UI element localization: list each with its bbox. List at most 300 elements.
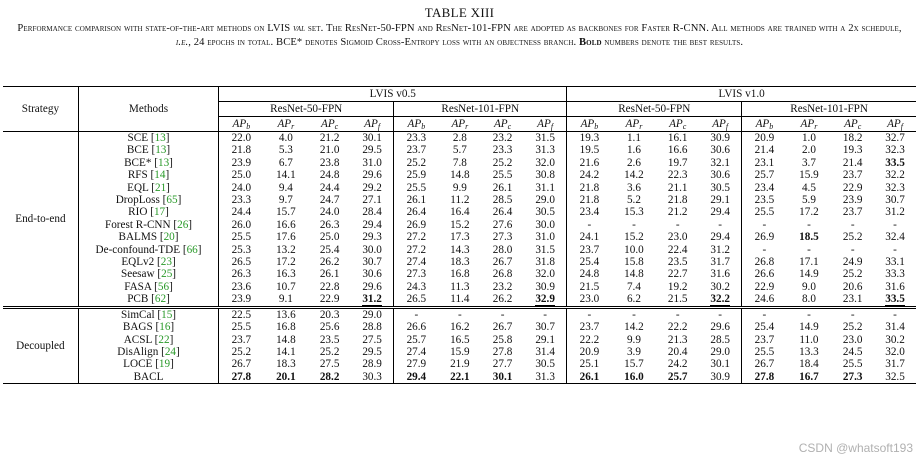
value-cell: - [893,243,897,256]
value-cell: - [742,244,787,256]
value-cell: 18.4 [799,358,819,371]
method-name: EQLv2 [23] [78,256,218,268]
table-row [3,281,916,293]
table-row [3,231,916,243]
value-cell: 27.8 [219,371,264,384]
value-cell: - [874,307,916,321]
value-cell: 5.3 [278,144,293,157]
value-cell: 23.5 [667,256,688,269]
value-cell: 25.5 [742,346,787,358]
value-cell: 21.5 [567,281,612,293]
value-cell: 28.9 [362,358,382,371]
value-cell: 14.3 [450,243,470,256]
value-cell: 29.6 [710,321,730,334]
results-table [3,86,916,384]
caption-part3: , 24 epochs in total. BCE* denotes Sigmoid Cross-Entropy loss with an objectness branch. [188,37,579,48]
value-cell: 23.7 [567,321,612,333]
metric-header-ap-c: $AP_c$ [656,117,699,132]
value-cell: 22.8 [319,280,340,293]
value-cell: 31.4 [535,345,555,358]
value-cell: - [807,218,811,231]
value-cell: 27.5 [319,358,340,371]
value-cell: 26.2 [319,256,340,269]
value-cell: 7.8 [452,156,467,169]
citation-link[interactable]: 20 [163,231,175,244]
value-cell: 16.8 [276,321,296,334]
value-cell: 14.1 [276,345,296,358]
value-cell: 32.2 [885,169,905,182]
value-cell: 33.5 [885,293,905,306]
value-cell: - [438,307,481,321]
value-cell: 29.6 [362,280,382,293]
value-cell: 25.7 [656,371,699,384]
value-cell: 14.2 [624,169,644,182]
value-cell: 16.3 [276,268,296,281]
citation-link[interactable]: 13 [154,132,166,144]
citation-link[interactable]: 62 [154,293,167,306]
metric-header-ap-r: $AP_r$ [612,117,657,132]
value-cell: 23.2 [492,132,513,144]
value-cell: 17.6 [276,231,296,244]
value-cell: 26.9 [742,231,787,243]
value-cell: 24.2 [667,358,688,371]
value-cell: 31.5 [535,132,555,144]
caption-ie: i.e. [175,37,189,48]
value-cell: 15.7 [624,358,644,371]
value-cell: - [567,307,612,321]
table-row [3,144,916,156]
header-lvis-v05: LVIS v0.5 [219,87,567,102]
method-name: SimCal [15] [78,307,218,321]
value-cell: 19.2 [667,280,688,293]
value-cell: 28.0 [492,243,513,256]
value-cell: 29.0 [535,194,555,207]
value-cell: 23.0 [567,293,612,307]
value-cell: 25.5 [394,182,439,194]
value-cell: - [567,219,612,231]
value-cell: 5.2 [626,194,641,207]
value-cell: 31.7 [710,256,730,269]
value-cell: 30.5 [535,206,555,219]
value-cell: 25.3 [219,244,264,256]
metric-header-ap-b: $AP_b$ [219,117,264,132]
value-cell: - [718,218,723,231]
table-row [3,169,916,181]
citation-link[interactable]: 66 [186,243,198,256]
metric-header-ap-f: $AP_f$ [524,117,567,132]
value-cell: 30.2 [710,280,730,293]
value-cell: 15.3 [624,206,644,219]
value-cell: 23.8 [319,156,340,169]
value-cell: 25.5 [742,206,787,218]
value-cell: 21.0 [319,144,340,157]
value-cell: 28.8 [362,321,382,334]
value-cell: 26.8 [492,268,513,281]
value-cell: 18.3 [450,256,470,269]
value-cell: 23.5 [319,333,340,346]
value-cell: 31.4 [885,321,905,334]
table-row [3,194,916,206]
value-cell: 5.9 [801,194,816,207]
value-cell: 23.0 [667,231,688,244]
value-cell: 23.7 [567,244,612,256]
value-cell: 26.7 [492,256,513,269]
value-cell: 7.4 [626,280,641,293]
table-row [3,132,916,145]
value-cell: 32.0 [885,345,905,358]
value-cell: 22.4 [667,243,688,256]
citation-link[interactable]: 23 [160,256,172,269]
value-cell: 14.8 [276,333,296,346]
value-cell: 31.8 [535,256,555,269]
table-row [3,321,916,333]
citation-link[interactable]: 24 [164,345,177,358]
value-cell: - [831,307,874,321]
caption-part2: set. The ResNet-50-FPN and ResNet-101-FPN are adopted as backbones for Faster R-CNN. All methods are trained with a 2x schedule, [305,23,902,34]
value-cell: 22.2 [667,321,688,334]
value-cell: 30.3 [351,371,394,384]
value-cell: 16.1 [667,132,688,144]
value-cell: 27.2 [394,231,439,243]
value-cell: 23.9 [842,194,863,207]
value-cell: 23.4 [567,206,612,218]
value-cell: 26.3 [319,218,340,231]
value-cell: 29.4 [710,206,730,219]
value-cell: 29.5 [362,345,382,358]
value-cell: 21.2 [667,206,688,219]
value-cell: 31.3 [535,144,555,157]
metric-header-ap-b: $AP_b$ [742,117,787,132]
value-cell: 15.9 [799,169,819,182]
value-cell: 17.3 [450,231,470,244]
value-cell: 27.9 [394,358,439,370]
citation-link[interactable]: 13 [155,144,167,157]
method-name: De-confound-TDE [66] [78,244,218,256]
value-cell: - [850,218,855,231]
value-cell: 9.7 [278,194,293,207]
metric-header-ap-r: $AP_r$ [438,117,481,132]
citation-link[interactable]: 22 [158,333,170,346]
value-cell: 10.0 [624,243,644,256]
value-cell: 23.0 [842,333,863,346]
value-cell: 21.8 [219,144,264,156]
value-cell: 1.6 [626,144,641,157]
table-row [3,244,916,256]
value-cell: 28.5 [710,333,730,346]
value-cell: 20.9 [742,132,787,145]
value-cell: - [632,218,636,231]
value-cell: 29.1 [710,194,730,207]
value-cell: 32.7 [885,132,905,144]
value-cell: 25.4 [742,321,787,333]
value-cell: 14.1 [276,169,296,182]
header-r101-v10: ResNet-101-FPN [742,102,916,117]
value-cell: 16.6 [667,144,688,157]
value-cell: 20.4 [667,345,688,358]
method-name: LOCE [19] [78,358,218,370]
table-row [3,206,916,218]
value-cell: 22.1 [438,371,481,384]
value-cell: 31.3 [524,371,567,384]
value-cell: 3.6 [626,181,641,194]
value-cell: 9.9 [452,181,467,194]
value-cell: - [807,243,811,256]
method-name: BAGS [16] [78,321,218,333]
value-cell: 16.2 [450,321,470,334]
table-title: TABLE XIII [424,5,495,20]
value-cell: 25.0 [319,231,340,244]
value-cell: 27.5 [362,333,382,346]
value-cell: 18.3 [276,358,296,371]
value-cell: - [394,307,439,321]
value-cell: 27.1 [362,194,382,207]
value-cell: 29.4 [710,231,730,244]
value-cell: 4.0 [278,132,293,144]
method-name: BALMS [20] [78,231,218,243]
value-cell: 29.4 [394,371,439,384]
metric-header-ap-f: $AP_f$ [874,117,916,132]
value-cell: 30.9 [710,132,730,144]
value-cell: 22.9 [842,181,863,194]
value-cell: 26.7 [219,358,264,370]
value-cell: 16.7 [787,371,832,384]
value-cell: 24.8 [567,268,612,280]
value-cell: 32.0 [535,268,555,281]
citation-link[interactable]: 17 [153,206,166,219]
value-cell: 16.5 [450,333,470,346]
value-cell: 25.2 [319,345,340,358]
value-cell: 14.2 [624,321,644,334]
value-cell: 2.8 [452,132,467,144]
value-cell: 23.6 [219,281,264,293]
value-cell: 28.2 [308,371,351,384]
value-cell: 25.2 [842,268,863,281]
value-cell: 22.9 [742,281,787,293]
value-cell: - [742,307,787,321]
metric-header-ap-c: $AP_c$ [831,117,874,132]
value-cell: 23.3 [492,144,513,157]
value-cell: 2.6 [626,156,641,169]
value-cell: 29.6 [362,169,382,182]
value-cell: 24.7 [319,194,340,207]
value-cell: 30.6 [362,268,382,281]
value-cell: 27.8 [492,345,513,358]
value-cell: - [742,219,787,231]
value-cell: 3.9 [626,345,641,358]
value-cell: 21.4 [842,156,863,169]
value-cell: 24.9 [842,256,863,269]
table-row [3,358,916,370]
value-cell: 1.1 [626,132,641,144]
value-cell: 23.7 [742,334,787,346]
value-cell: 32.4 [885,231,905,244]
value-cell: 32.5 [874,371,916,384]
value-cell: - [675,218,680,231]
value-cell: 19.5 [567,144,612,156]
value-cell: 30.8 [535,169,555,182]
value-cell: 9.9 [626,333,641,346]
value-cell: 25.0 [219,169,264,181]
value-cell: 30.9 [535,280,555,293]
value-cell: 11.0 [799,333,819,346]
value-cell: 26.4 [492,206,513,219]
value-cell: 31.6 [885,280,905,293]
value-cell: 21.3 [667,333,688,346]
value-cell: 29.1 [535,333,555,346]
value-cell: 29.4 [362,218,382,231]
value-cell: 23.9 [219,293,264,307]
value-cell: 21.8 [567,182,612,194]
value-cell: 24.4 [219,206,264,218]
table-row [3,293,916,307]
value-cell: 14.8 [624,268,644,281]
value-cell: 28.4 [362,206,382,219]
value-cell: 27.8 [742,371,787,384]
value-cell: 22.3 [667,169,688,182]
value-cell: 23.1 [842,293,863,306]
value-cell: 26.7 [492,321,513,334]
value-cell: 31.2 [710,243,730,256]
watermark: CSDN @whatsoft193 [798,441,913,455]
metric-header-ap-f: $AP_f$ [699,117,742,132]
table-row [3,182,916,194]
value-cell: 29.2 [362,181,382,194]
method-name: FASA [56] [78,281,218,293]
value-cell: 30.1 [710,358,730,371]
citation-link[interactable]: 56 [157,280,170,293]
value-cell: 21.8 [667,194,688,207]
value-cell: - [699,307,742,321]
value-cell: 31.5 [535,243,555,256]
header-r50-v05: ResNet-50-FPN [219,102,394,117]
value-cell: 27.3 [831,371,874,384]
value-cell: 11.2 [450,194,470,207]
citation-link[interactable]: 14 [154,169,166,182]
value-cell: 10.7 [276,280,296,293]
citation-link[interactable]: 19 [158,358,171,371]
value-cell: 15.8 [624,256,644,269]
value-cell: 26.6 [394,321,439,333]
value-cell: 14.9 [799,268,819,281]
value-cell: 24.0 [319,206,340,219]
table-row [3,346,916,358]
method-name: Forest R-CNN [26] [78,219,218,231]
value-cell: 22.0 [219,132,264,145]
citation-link[interactable]: 65 [166,194,178,207]
value-cell: 20.1 [263,371,308,384]
value-cell: 25.5 [219,321,264,333]
value-cell: - [787,307,832,321]
value-cell: 26.8 [742,256,787,268]
value-cell: 16.0 [612,371,657,384]
method-name: BCE [13] [78,144,218,156]
value-cell: 1.0 [801,132,816,144]
value-cell: 33.1 [885,256,905,269]
value-cell: 25.7 [394,334,439,346]
value-cell: 22.7 [667,268,688,281]
method-name: EQL [21] [78,182,218,194]
citation-link[interactable]: 15 [161,308,173,321]
value-cell: 6.2 [626,293,641,306]
value-cell: 31.1 [535,181,555,194]
table-header [3,87,916,132]
value-cell: - [656,307,699,321]
value-cell: 8.0 [801,293,816,306]
value-cell: 9.1 [278,293,293,306]
value-cell: 23.2 [492,280,513,293]
table-body [3,132,916,384]
value-cell: 24.6 [742,293,787,307]
value-cell: 4.5 [801,181,816,194]
value-cell: - [893,218,897,231]
metric-header-ap-f: $AP_f$ [351,117,394,132]
value-cell: 14.8 [450,169,470,182]
value-cell: 25.5 [492,169,513,182]
value-cell: 30.6 [710,144,730,157]
value-cell: 16.4 [450,206,470,219]
citation-link[interactable]: 21 [154,181,167,194]
value-cell: 13.6 [263,307,308,321]
value-cell: - [850,243,855,256]
metric-header-ap-b: $AP_b$ [567,117,612,132]
value-cell: 17.2 [276,256,296,269]
value-cell: 24.5 [842,345,863,358]
citation-link[interactable]: 25 [161,268,173,281]
header-strategy: Strategy [3,87,78,132]
value-cell: 21.1 [667,181,688,194]
value-cell: 27.4 [394,346,439,358]
value-cell: 23.7 [842,206,863,219]
value-cell: 27.3 [492,231,513,244]
citation-link[interactable]: 13 [157,156,170,169]
value-cell: 33.5 [885,156,905,169]
value-cell: 26.1 [394,194,439,206]
value-cell: 21.8 [567,194,612,206]
value-cell: 22.9 [319,293,340,306]
value-cell: 32.3 [885,181,905,194]
method-name: RFS [14] [78,169,218,181]
value-cell: 26.3 [219,268,264,280]
value-cell: 27.4 [394,256,439,268]
value-cell: 29.0 [351,307,394,321]
value-cell: 26.5 [219,256,264,268]
value-cell: 23.7 [842,169,863,182]
value-cell: 26.6 [742,268,787,280]
header-methods: Methods [78,87,218,132]
value-cell: 32.1 [710,156,730,169]
value-cell: - [612,307,657,321]
value-cell: 30.5 [710,181,730,194]
value-cell: 6.7 [278,156,293,169]
value-cell: 23.9 [219,157,264,169]
value-cell: 30.7 [885,194,905,207]
value-cell: 21.5 [667,293,688,306]
value-cell: 30.0 [362,243,382,256]
header-lvis-v10: LVIS v1.0 [567,87,916,102]
citation-link[interactable]: 26 [177,218,189,231]
value-cell: - [481,307,524,321]
value-cell: 17.1 [799,256,819,269]
value-cell: 31.0 [535,231,555,244]
value-cell: 25.7 [742,169,787,181]
caption-part1: Performance comparison with state-of-the-art methods on LVIS [17,23,293,34]
citation-link[interactable]: 16 [159,321,171,334]
value-cell: 29.0 [710,345,730,358]
value-cell: 25.6 [319,321,340,334]
value-cell: 22.2 [567,334,612,346]
table-row [3,307,916,321]
value-cell: 23.7 [394,144,439,156]
